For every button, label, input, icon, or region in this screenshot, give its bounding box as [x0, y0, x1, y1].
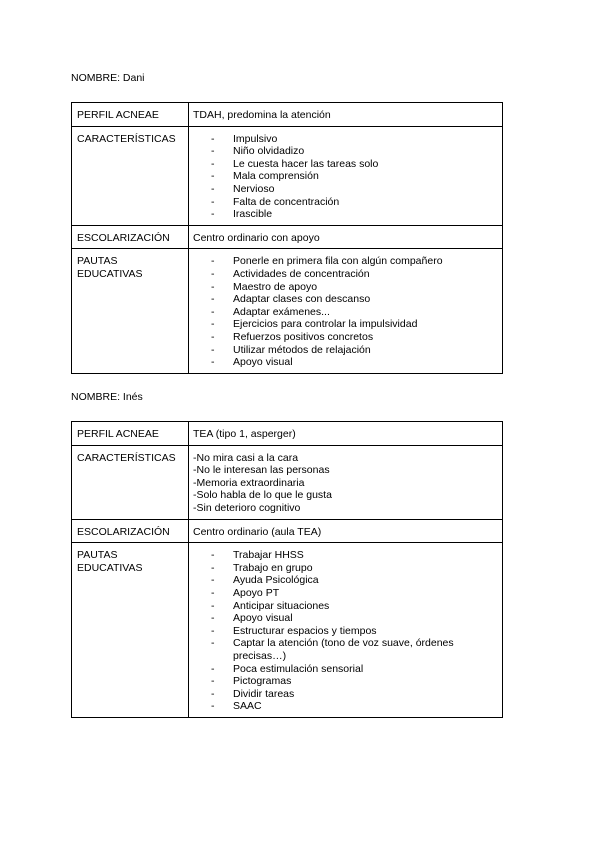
dash-marker: -	[211, 132, 215, 145]
dash-marker: -	[211, 255, 215, 268]
dash-marker: -	[211, 549, 215, 562]
list-item	[193, 574, 498, 587]
caracteristicas-row	[72, 126, 503, 225]
dash-marker: -	[211, 356, 215, 369]
list-item-text: Le cuesta hacer las tareas solo	[233, 157, 379, 170]
list-item-text: Pictogramas	[233, 675, 292, 688]
dash-marker: -	[211, 182, 215, 195]
escolarizacion-label: ESCOLARIZACIÓN	[72, 225, 189, 249]
list-item-text: Apoyo visual	[233, 612, 293, 625]
pautas-label: PAUTAS EDUCATIVAS	[72, 543, 189, 718]
list-item-text: Captar la atención (tono de voz suave, órdenes precisas…)	[233, 637, 454, 662]
list-item-text: Poca estimulación sensorial	[233, 662, 364, 675]
list-item-text: Trabajar HHSS	[233, 549, 304, 562]
caracteristicas-value	[189, 445, 503, 519]
list-item	[193, 675, 498, 688]
dash-marker: -	[211, 157, 215, 170]
caracteristicas-list	[193, 133, 498, 221]
list-item	[193, 183, 498, 196]
list-item	[193, 306, 498, 319]
list-item	[193, 344, 498, 357]
list-item	[193, 293, 498, 306]
list-item	[193, 600, 498, 613]
dash-marker: -	[211, 305, 215, 318]
perfil-value: TDAH, predomina la atención	[189, 103, 503, 127]
list-item-text: Falta de concentración	[233, 195, 340, 208]
list-item	[193, 637, 498, 662]
profile-1-table	[71, 102, 503, 374]
caracteristicas-line: -Memoria extraordinaria	[193, 476, 305, 489]
list-item-text: Estructurar espacios y tiempos	[233, 624, 377, 637]
list-item	[193, 612, 498, 625]
dash-marker: -	[211, 574, 215, 587]
list-item	[193, 255, 498, 268]
escolarizacion-label: ESCOLARIZACIÓN	[72, 519, 189, 543]
list-item	[193, 158, 498, 171]
dash-marker: -	[211, 687, 215, 700]
list-item	[193, 356, 498, 369]
dash-marker: -	[211, 612, 215, 625]
escolarizacion-row	[72, 519, 503, 543]
list-item	[193, 688, 498, 701]
list-item-text: Apoyo visual	[233, 356, 293, 369]
caracteristicas-line: -No mira casi a la cara	[193, 451, 299, 464]
dash-marker: -	[211, 208, 215, 221]
dash-marker: -	[211, 586, 215, 599]
list-item	[193, 133, 498, 146]
list-item-text: Ejercicios para controlar la impulsividad	[233, 318, 418, 331]
list-item-text: Ayuda Psicológica	[233, 574, 319, 587]
profile-1-name: NOMBRE: Dani	[71, 72, 145, 84]
list-item	[193, 318, 498, 331]
dash-marker: -	[211, 267, 215, 280]
list-item	[193, 663, 498, 676]
list-item	[193, 700, 498, 713]
dash-marker: -	[211, 637, 215, 650]
list-item-text: Maestro de apoyo	[233, 280, 318, 293]
list-item-text: Anticipar situaciones	[233, 599, 330, 612]
list-item-text: Apoyo PT	[233, 586, 280, 599]
list-item-text: Trabajo en grupo	[233, 561, 313, 574]
pautas-row	[72, 543, 503, 718]
escolarizacion-value: Centro ordinario con apoyo	[189, 225, 503, 249]
perfil-label: PERFIL ACNEAE	[72, 103, 189, 127]
caracteristicas-row	[72, 445, 503, 519]
profile-2-name: NOMBRE: Inés	[71, 391, 143, 403]
dash-marker: -	[211, 343, 215, 356]
dash-marker: -	[211, 195, 215, 208]
dash-marker: -	[211, 599, 215, 612]
perfil-label: PERFIL ACNEAE	[72, 422, 189, 446]
pautas-row	[72, 249, 503, 373]
dash-marker: -	[211, 318, 215, 331]
list-item	[193, 281, 498, 294]
caracteristicas-label: CARACTERÍSTICAS	[72, 445, 189, 519]
dash-marker: -	[211, 170, 215, 183]
list-item-text: Nervioso	[233, 182, 275, 195]
pautas-value	[189, 543, 503, 718]
caracteristicas-value	[189, 126, 503, 225]
list-item	[193, 208, 498, 221]
list-item-text: SAAC	[233, 700, 262, 713]
list-item-text: Refuerzos positivos concretos	[233, 330, 374, 343]
profile-2-table	[71, 421, 503, 718]
perfil-value: TEA (tipo 1, asperger)	[189, 422, 503, 446]
list-item	[193, 562, 498, 575]
caracteristicas-line: -Solo habla de lo que le gusta	[193, 489, 332, 502]
list-item	[193, 268, 498, 281]
list-item	[193, 625, 498, 638]
dash-marker: -	[211, 145, 215, 158]
list-item	[193, 170, 498, 183]
list-item-text: Adaptar clases con descanso	[233, 293, 371, 306]
list-item-text: Utilizar métodos de relajación	[233, 343, 371, 356]
pautas-list	[193, 549, 498, 713]
pautas-label: PAUTAS EDUCATIVAS	[72, 249, 189, 373]
perfil-row	[72, 103, 503, 127]
caracteristicas-line: -Sin deterioro cognitivo	[193, 501, 301, 514]
list-item	[193, 549, 498, 562]
list-item	[193, 331, 498, 344]
list-item-text: Irascible	[233, 208, 273, 221]
dash-marker: -	[211, 561, 215, 574]
perfil-row	[72, 422, 503, 446]
dash-marker: -	[211, 293, 215, 306]
list-item-text: Dividir tareas	[233, 687, 295, 700]
dash-marker: -	[211, 624, 215, 637]
escolarizacion-value: Centro ordinario (aula TEA)	[189, 519, 503, 543]
list-item	[193, 145, 498, 158]
list-item	[193, 587, 498, 600]
dash-marker: -	[211, 280, 215, 293]
list-item	[193, 196, 498, 209]
list-item-text: Actividades de concentración	[233, 267, 370, 280]
list-item-text: Niño olvidadizo	[233, 145, 305, 158]
list-item-text: Ponerle en primera fila con algún compañero	[233, 255, 443, 268]
dash-marker: -	[211, 700, 215, 713]
pautas-value	[189, 249, 503, 373]
pautas-list	[193, 255, 498, 368]
escolarizacion-row	[72, 225, 503, 249]
dash-marker: -	[211, 330, 215, 343]
list-item-text: Mala comprensión	[233, 170, 319, 183]
list-item-text: Adaptar exámenes...	[233, 305, 330, 318]
caracteristicas-label: CARACTERÍSTICAS	[72, 126, 189, 225]
list-item-text: Impulsivo	[233, 132, 278, 145]
caracteristicas-line: -No le interesan las personas	[193, 464, 330, 477]
dash-marker: -	[211, 662, 215, 675]
dash-marker: -	[211, 675, 215, 688]
